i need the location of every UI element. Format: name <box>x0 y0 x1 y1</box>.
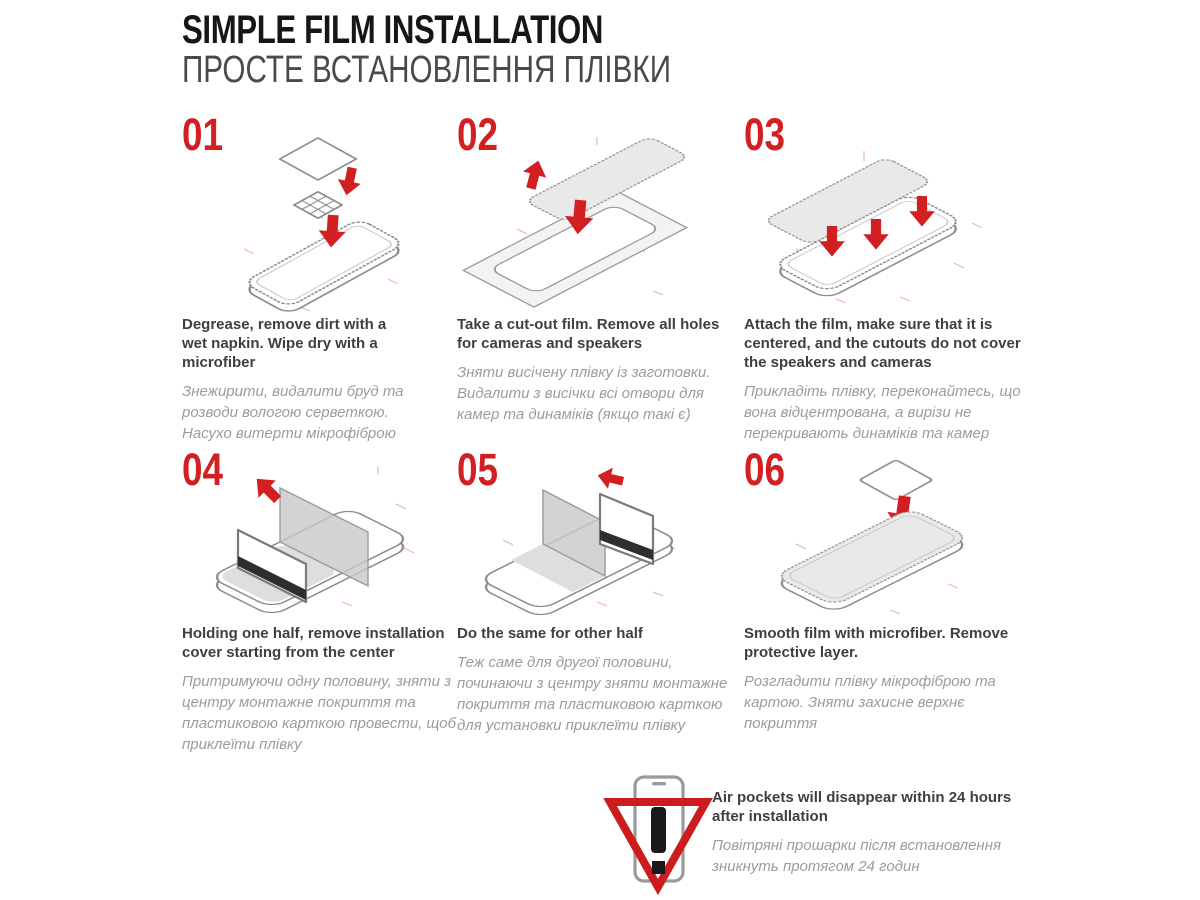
step-03-text <box>744 315 1039 444</box>
step-05 <box>457 444 757 785</box>
step-06-text <box>744 624 1026 734</box>
step-04-number: 04 <box>182 444 224 495</box>
warning-icon <box>601 771 715 895</box>
exclamation-icon <box>651 807 666 874</box>
step-01-caption-ua: Знежирити, видалити бруд та розводи вологою серветкою. Насухо витерти мікрофіброю <box>182 383 404 442</box>
napkin-icon <box>280 138 356 180</box>
step-04-illustration <box>182 444 442 620</box>
step-02-illustration <box>457 121 717 316</box>
step-01-number: 01 <box>182 109 224 160</box>
warning-text <box>712 788 1044 877</box>
red-arrow-down-icon <box>335 165 364 197</box>
page-subtitle: ПРОСТЕ ВСТАНОВЛЕННЯ ПЛІВКИ <box>182 49 672 91</box>
step-02-text <box>457 315 729 425</box>
step-01-illustration <box>182 121 442 316</box>
step-06 <box>744 444 1044 785</box>
step-03-number: 03 <box>744 109 786 160</box>
step-02-number: 02 <box>457 109 499 160</box>
step-03-illustration <box>744 121 1014 316</box>
step-01 <box>182 109 482 450</box>
step-02 <box>457 109 757 450</box>
red-arrow-up-icon <box>519 158 550 192</box>
step-05-number: 05 <box>457 444 499 495</box>
step-02-caption-en: Take a cut-out film. Remove all holes for cameras and speakers <box>457 316 720 352</box>
warning-caption-en: Air pockets will disappear within 24 hours after installation <box>712 789 1012 825</box>
step-05-caption-ua: Теж саме для другої половини, починаючи з центру зняти монтажне покриття та пластиковою карткою для установки приклеїти плівку <box>457 654 728 734</box>
step-05-illustration <box>457 444 717 620</box>
step-03 <box>744 109 1044 450</box>
step-06-caption-ua: Розгладити плівку мікрофіброю та картою. Зняти захисне верхнє покриття <box>744 673 996 732</box>
red-arrow-left-icon <box>595 465 625 492</box>
step-04 <box>182 444 482 785</box>
warning-caption-ua: Повітряні прошарки після встановлення зникнуть протягом 24 годин <box>712 837 1001 875</box>
step-03-caption-ua: Прикладіть плівку, переконайтесь, що вона відцентрована, а вирізи не перекривають динаміків та камер <box>744 383 1021 442</box>
step-01-caption-en: Degrease, remove dirt with a wet napkin. Wipe dry with a microfiber <box>182 316 387 371</box>
step-06-illustration <box>744 444 1014 620</box>
step-05-caption-en: Do the same for other half <box>457 625 643 642</box>
header <box>182 10 809 89</box>
step-03-caption-en: Attach the film, make sure that it is centered, and the cutouts do not cover the speakers and cameras <box>744 316 1021 371</box>
microfiber-icon <box>294 192 342 218</box>
step-05-text <box>457 624 739 736</box>
step-04-caption-ua: Притримуючи одну половину, зняти з центру монтажне покриття та пластиковою карткою провести, щоб приклеїти плівку <box>182 673 457 753</box>
step-01-text <box>182 315 420 444</box>
step-04-caption-en: Holding one half, remove installation cover starting from the center <box>182 625 445 661</box>
step-06-caption-en: Smooth film with microfiber. Remove protective layer. <box>744 625 1009 661</box>
step-02-caption-ua: Зняти висічену плівку із заготовки. Видалити з висічки всі отвори для камер та динаміків (якщо такі є) <box>457 364 711 423</box>
microfiber-icon <box>859 460 933 500</box>
step-06-number: 06 <box>744 444 786 495</box>
step-04-text <box>182 624 474 755</box>
page-title: SIMPLE FILM INSTALLATION <box>182 8 604 52</box>
